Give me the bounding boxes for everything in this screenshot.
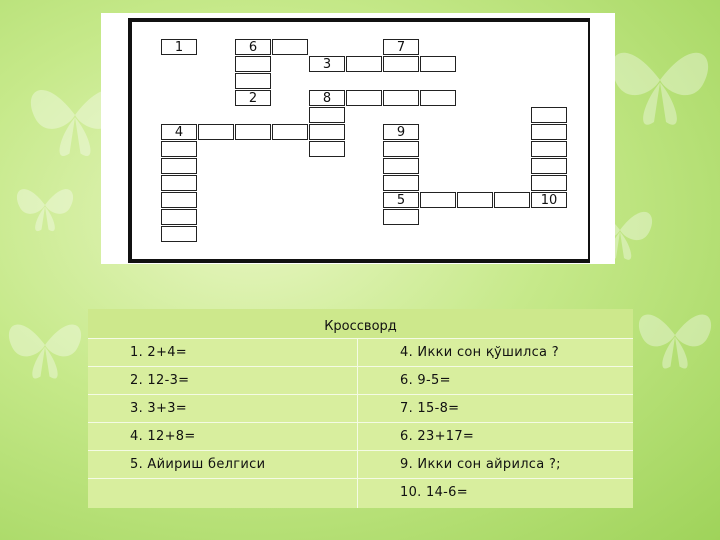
crossword-cell-1[interactable]: 1 xyxy=(161,39,197,55)
crossword-frame xyxy=(101,13,615,264)
table-row xyxy=(88,366,633,394)
clue-right: 10. 14-6= xyxy=(400,485,468,500)
crossword-cell[interactable] xyxy=(198,124,234,140)
crossword-cell[interactable] xyxy=(383,175,419,191)
clue-right: 9. Икки сон айрилса ?; xyxy=(400,457,561,472)
crossword-cell[interactable] xyxy=(235,56,271,72)
butterfly-icon xyxy=(10,170,80,240)
butterfly-icon xyxy=(630,290,720,380)
crossword-cell[interactable] xyxy=(420,90,456,106)
crossword-cell-5[interactable]: 5 xyxy=(383,192,419,208)
table-row xyxy=(88,450,633,478)
crossword-cell[interactable] xyxy=(457,192,493,208)
crossword-cell[interactable] xyxy=(235,124,271,140)
table-header xyxy=(88,309,633,338)
crossword-cell[interactable] xyxy=(161,158,197,174)
crossword-cell[interactable] xyxy=(494,192,530,208)
crossword-cell[interactable] xyxy=(383,158,419,174)
crossword-border xyxy=(128,18,590,263)
crossword-cell[interactable] xyxy=(383,56,419,72)
crossword-cell[interactable] xyxy=(531,107,567,123)
clue-right: 6. 9-5= xyxy=(400,373,451,388)
crossword-cell[interactable] xyxy=(309,124,345,140)
crossword-cell[interactable] xyxy=(383,90,419,106)
crossword-cell[interactable] xyxy=(531,124,567,140)
crossword-cell[interactable] xyxy=(531,175,567,191)
table-row xyxy=(88,478,633,508)
crossword-cell-8[interactable]: 8 xyxy=(309,90,345,106)
crossword-cell[interactable] xyxy=(531,141,567,157)
crossword-cell-10[interactable]: 10 xyxy=(531,192,567,208)
crossword-cell[interactable] xyxy=(272,39,308,55)
crossword-cell[interactable] xyxy=(346,56,382,72)
crossword-cell-3[interactable]: 3 xyxy=(309,56,345,72)
crossword-cell[interactable] xyxy=(161,175,197,191)
clue-table xyxy=(88,309,633,508)
butterfly-icon xyxy=(0,300,90,390)
clue-right: 4. Икки сон қўшилса ? xyxy=(400,345,559,360)
crossword-cell[interactable] xyxy=(161,226,197,242)
crossword-cell-4[interactable]: 4 xyxy=(161,124,197,140)
crossword-cell[interactable] xyxy=(161,209,197,225)
crossword-cell[interactable] xyxy=(420,192,456,208)
crossword-cell-7[interactable]: 7 xyxy=(383,39,419,55)
crossword-cell[interactable] xyxy=(235,73,271,89)
clue-right: 6. 23+17= xyxy=(400,429,475,444)
table-row xyxy=(88,394,633,422)
table-row xyxy=(88,338,633,366)
crossword-cell[interactable] xyxy=(272,124,308,140)
table-row xyxy=(88,422,633,450)
crossword-cell-6[interactable]: 6 xyxy=(235,39,271,55)
crossword-cell[interactable] xyxy=(309,141,345,157)
crossword-cell[interactable] xyxy=(420,56,456,72)
crossword-cell[interactable] xyxy=(161,192,197,208)
clue-left: 4. 12+8= xyxy=(88,423,358,450)
clue-right: 7. 15-8= xyxy=(400,401,460,416)
butterfly-icon xyxy=(600,20,720,140)
clue-left: 3. 3+3= xyxy=(88,395,358,422)
crossword-cell-2[interactable]: 2 xyxy=(235,90,271,106)
clue-left: 1. 2+4= xyxy=(88,339,358,366)
crossword-cell[interactable] xyxy=(383,209,419,225)
crossword-cell-9[interactable]: 9 xyxy=(383,124,419,140)
crossword-cell[interactable] xyxy=(383,141,419,157)
crossword-cell[interactable] xyxy=(161,141,197,157)
crossword-cell[interactable] xyxy=(531,158,567,174)
clue-left: 5. Айириш белгиси xyxy=(88,451,358,478)
clue-left: 2. 12-3= xyxy=(88,367,358,394)
crossword-cell[interactable] xyxy=(309,107,345,123)
crossword-cell[interactable] xyxy=(346,90,382,106)
clue-left xyxy=(88,479,358,508)
table-title: Кроссворд xyxy=(324,319,397,334)
